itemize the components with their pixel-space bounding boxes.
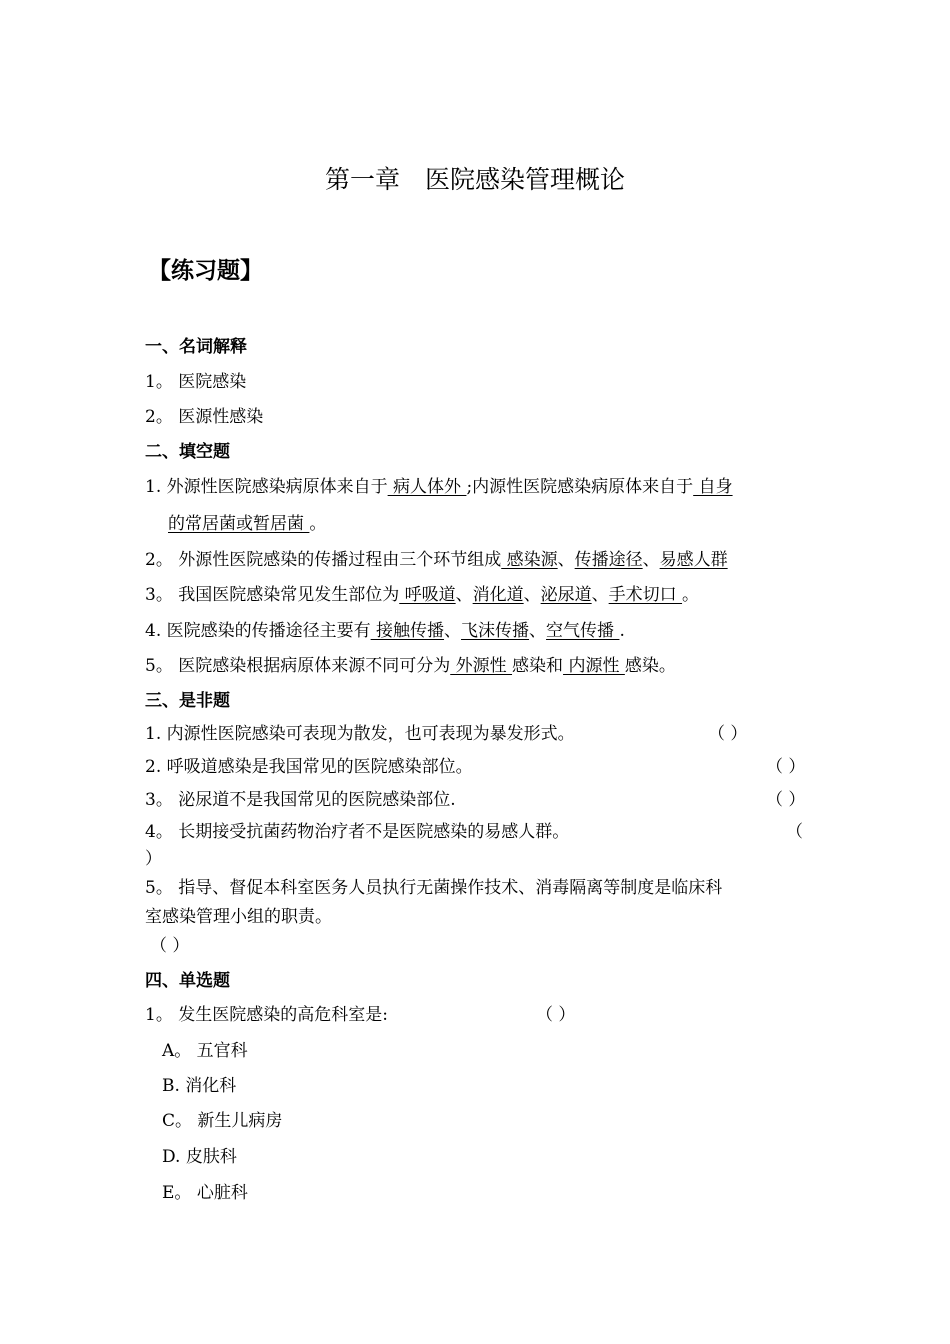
tf-paren-open: （	[786, 822, 803, 842]
mc-question-1: 1。 发生医院感染的高危科室是:	[145, 1005, 388, 1025]
fill-text: 、	[529, 621, 547, 641]
tf-question-3: 3。 泌尿道不是我国常见的医院感染部位.	[145, 790, 456, 810]
fill-answer: 泌尿道	[540, 585, 592, 605]
section-heading-truefalse: 三、是非题	[145, 691, 230, 711]
fill-text: 感染和	[512, 656, 564, 676]
fill-text: .	[619, 621, 625, 641]
fill-question-4	[145, 616, 625, 641]
fill-answer: 自身	[693, 477, 733, 497]
fill-text: 3。 我国医院感染常见发生部位为	[145, 585, 400, 605]
section-heading-fill: 二、填空题	[145, 442, 230, 462]
tf-answer-blank-1: （ ）	[708, 724, 748, 744]
term-item-2: 2。 医源性感染	[145, 407, 264, 427]
fill-text: 。	[682, 585, 700, 605]
fill-question-3	[145, 580, 699, 605]
section-heading-single-choice: 四、单选题	[145, 971, 230, 991]
fill-answer: 的常居菌或暂居菌	[168, 514, 310, 534]
tf-answer-blank-3: （ ）	[766, 790, 806, 810]
fill-question-1-cont	[168, 509, 326, 534]
mc-option-b: B. 消化科	[162, 1076, 237, 1096]
fill-answer: 空气传播	[546, 621, 620, 641]
fill-text: 、	[642, 550, 660, 570]
fill-answer: 传播途径	[574, 550, 643, 570]
mc-option-e: E。 心脏科	[162, 1183, 248, 1203]
section-heading-terms: 一、名词解释	[145, 337, 247, 357]
mc-answer-blank-1: （ ）	[536, 1005, 576, 1025]
fill-answer: 手术切口	[608, 585, 683, 605]
practice-heading: 【练习题】	[148, 258, 263, 284]
fill-text: 、	[523, 585, 541, 605]
fill-answer: 呼吸道	[399, 585, 456, 605]
fill-text: 、	[444, 621, 462, 641]
fill-text: 4. 医院感染的传播途径主要有	[145, 621, 371, 641]
tf-question-4: 4。 长期接受抗菌药物治疗者不是医院感染的易感人群。	[145, 822, 570, 842]
fill-answer: 外源性	[450, 656, 513, 676]
fill-answer: 接触传播	[370, 621, 445, 641]
tf-paren-close: ）	[145, 849, 162, 869]
tf-answer-blank-2: （ ）	[766, 757, 806, 777]
fill-question-1	[145, 472, 733, 497]
tf-question-5: 5。 指导、督促本科室医务人员执行无菌操作技术、消毒隔离等制度是临床科	[145, 878, 723, 898]
fill-text: 、	[557, 550, 575, 570]
fill-answer: 飞沫传播	[461, 621, 530, 641]
fill-text: 、	[455, 585, 473, 605]
fill-answer: 易感人群	[659, 550, 728, 570]
fill-text: 、	[591, 585, 609, 605]
fill-answer: 消化道	[472, 585, 524, 605]
tf-question-1: 1. 内源性医院感染可表现为散发，也可表现为暴发形式。	[145, 724, 575, 744]
fill-text: 1. 外源性医院感染病原体来自于	[145, 477, 388, 497]
tf-answer-blank-5: （ ）	[150, 936, 190, 956]
mc-option-c: C。 新生儿病房	[162, 1111, 283, 1131]
fill-question-5	[145, 651, 676, 676]
fill-question-2	[145, 545, 728, 570]
fill-answer: 内源性	[563, 656, 625, 676]
mc-option-a: A。 五官科	[162, 1041, 248, 1061]
fill-text: ;内源性医院感染病原体来自于	[466, 477, 694, 497]
fill-answer: 感染源	[501, 550, 558, 570]
mc-option-d: D. 皮肤科	[162, 1147, 237, 1167]
fill-text: 2。 外源性医院感染的传播过程由三个环节组成	[145, 550, 502, 570]
tf-question-2: 2. 呼吸道感染是我国常见的医院感染部位。	[145, 757, 473, 777]
fill-answer: 病人体外	[387, 477, 467, 497]
fill-text: 5。 医院感染根据病原体来源不同可分为	[145, 656, 451, 676]
chapter-title: 第一章 医院感染管理概论	[324, 165, 625, 194]
fill-text: 。	[309, 514, 327, 534]
term-item-1: 1。 医院感染	[145, 372, 247, 392]
tf-question-5-cont: 室感染管理小组的职责。	[145, 907, 332, 927]
fill-text: 感染。	[624, 656, 676, 676]
